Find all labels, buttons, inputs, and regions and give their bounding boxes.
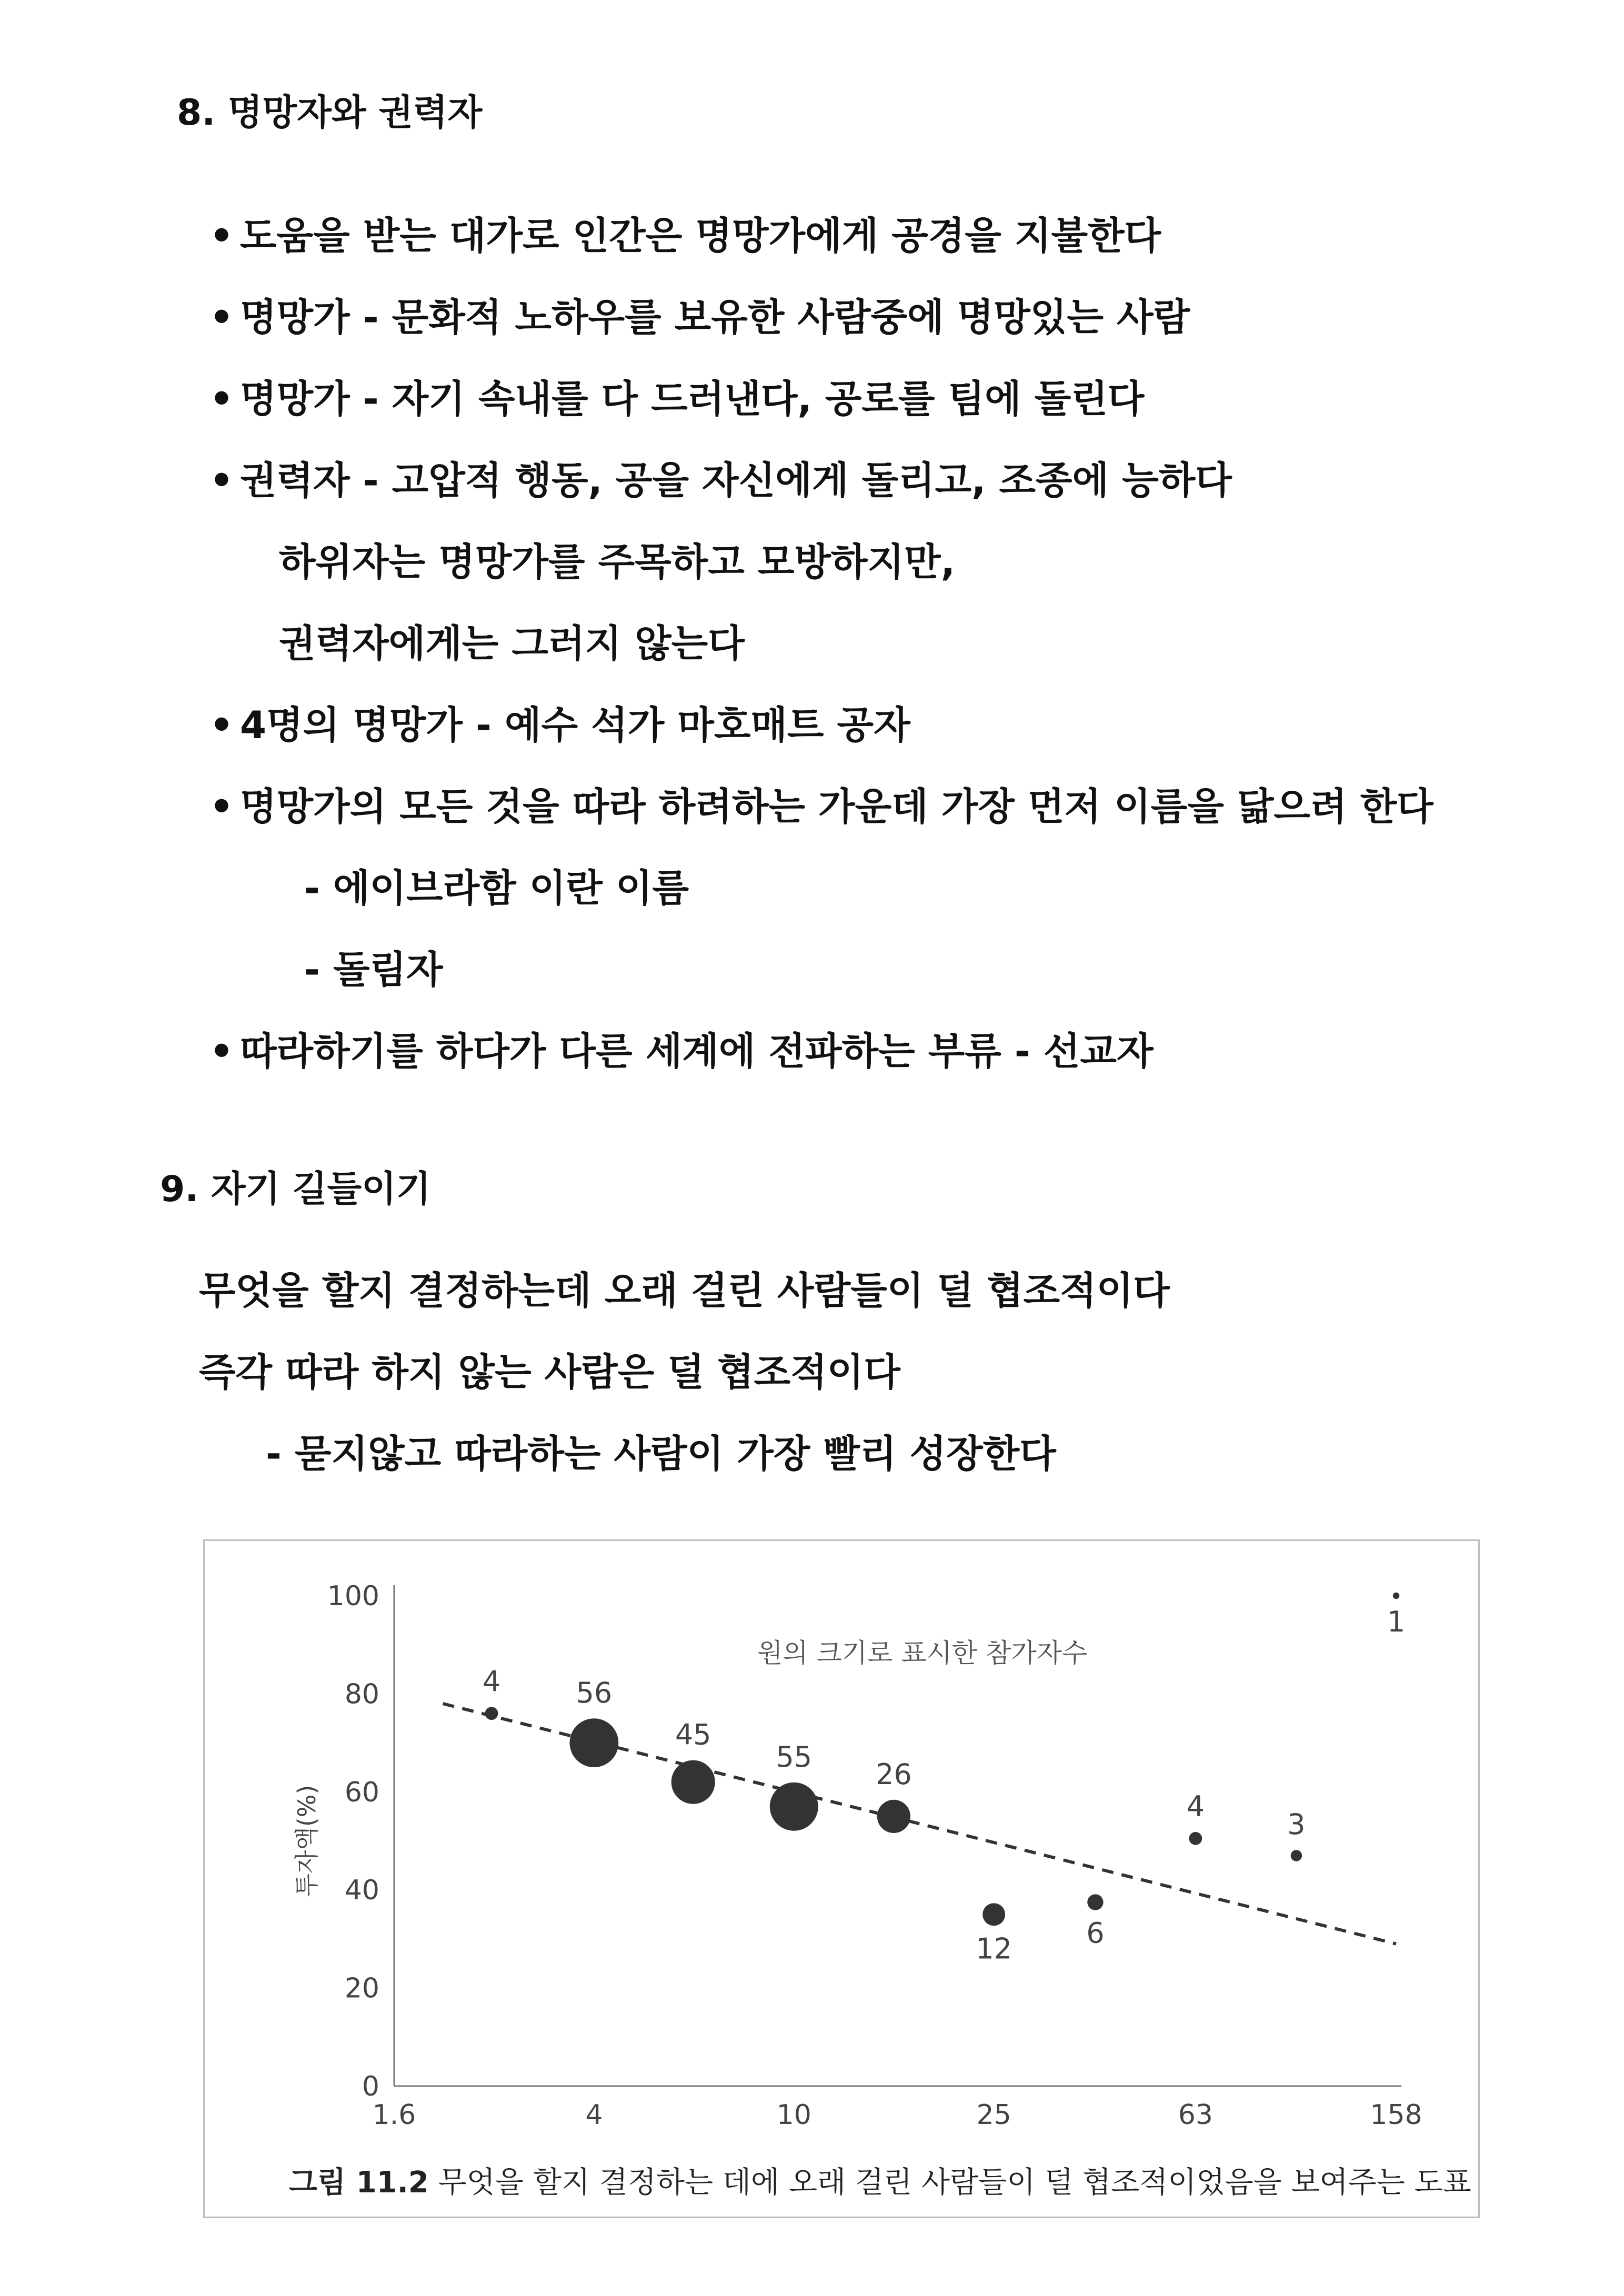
data-point <box>983 1903 1005 1926</box>
y-tick-label: 60 <box>344 1776 379 1808</box>
x-tick-label: 158 <box>1370 2099 1422 2131</box>
data-point <box>569 1718 618 1767</box>
y-tick-label: 100 <box>327 1580 379 1612</box>
list-item-text: 도움을 받는 대가로 인간은 명망가에게 공경을 지불한다 <box>240 214 1161 258</box>
body-line: - 묻지않고 따라하는 사람이 가장 빨리 성장한다 <box>266 1432 1056 1476</box>
bullet-icon: • <box>209 214 234 258</box>
y-axis-label: 투자액(%) <box>293 1785 321 1897</box>
figure-box <box>203 1539 1480 2218</box>
data-point <box>485 1707 498 1720</box>
y-tick-label: 40 <box>344 1875 379 1907</box>
list-item <box>209 368 1144 423</box>
section-9-title: 9. 자기 길들이기 <box>160 1169 431 1210</box>
data-point <box>1189 1832 1202 1845</box>
data-label: 6 <box>1086 1916 1105 1950</box>
chart-annotation: 원의 크기로 표시한 참가자수 <box>757 1638 1088 1668</box>
bullet-icon: • <box>209 458 234 502</box>
bullet-icon: • <box>209 377 234 421</box>
data-point <box>1087 1894 1103 1910</box>
list-item <box>209 776 1433 831</box>
bullet-icon: • <box>209 784 234 829</box>
data-label: 45 <box>675 1718 711 1751</box>
list-item-text: 명망가 - 자기 속내를 다 드러낸다, 공로를 팀에 돌린다 <box>240 377 1145 421</box>
bullet-icon: • <box>209 1029 234 1073</box>
data-point <box>1291 1850 1302 1861</box>
data-point <box>671 1760 715 1804</box>
list-item-text: 명망가의 모든 것을 따라 하려하는 가운데 가장 먼저 이름을 닮으려 한다 <box>240 784 1433 829</box>
data-label: 1 <box>1387 1605 1406 1639</box>
bullet-icon: • <box>209 703 234 747</box>
dash-item: - 에이브라함 이란 이름 <box>304 866 689 910</box>
data-point <box>770 1783 818 1831</box>
sub-line: 하위자는 명망가를 주목하고 모방하지만, <box>279 540 955 584</box>
scatter-chart <box>205 1541 1478 2151</box>
data-label: 4 <box>1186 1789 1205 1823</box>
data-label: 12 <box>976 1932 1012 1966</box>
data-label: 4 <box>482 1665 501 1698</box>
list-item <box>209 450 1232 505</box>
body-line: 즉각 따라 하지 않는 사람은 덜 협조적이다 <box>199 1350 900 1394</box>
list-item-text: 따라하기를 하다가 다른 세계에 전파하는 부류 - 선교자 <box>240 1029 1154 1073</box>
list-item-text: 명망가 - 문화적 노하우를 보유한 사람중에 명망있는 사람 <box>240 295 1190 339</box>
data-label: 55 <box>776 1740 813 1774</box>
data-label: 3 <box>1287 1808 1306 1841</box>
list-item <box>209 1021 1154 1075</box>
x-tick-label: 25 <box>976 2099 1011 2131</box>
list-item-text: 4명의 명망가 - 예수 석가 마호매트 공자 <box>240 703 910 747</box>
x-tick-label: 63 <box>1178 2099 1213 2131</box>
y-tick-label: 0 <box>362 2071 379 2102</box>
bullet-icon: • <box>209 295 234 339</box>
data-point <box>877 1800 910 1833</box>
data-point <box>1393 1593 1399 1599</box>
sub-line: 권력자에게는 그러지 않는다 <box>279 621 745 666</box>
data-label: 56 <box>576 1676 613 1710</box>
x-tick-label: 4 <box>585 2099 603 2131</box>
x-tick-label: 10 <box>776 2099 811 2131</box>
list-item-text: 권력자 - 고압적 행동, 공을 자신에게 돌리고, 조종에 능하다 <box>240 458 1232 502</box>
list-item <box>209 694 910 749</box>
list-item <box>209 205 1161 260</box>
body-line: 무엇을 할지 결정하는데 오래 걸린 사람들이 덜 협조적이다 <box>199 1268 1170 1313</box>
y-tick-label: 20 <box>344 1972 379 2005</box>
list-item <box>209 287 1190 341</box>
dash-item: - 돌림자 <box>304 948 443 992</box>
section-8-title: 8. 명망자와 권력자 <box>177 92 483 134</box>
caption-text: 무엇을 할지 결정하는 데에 오래 걸린 사람들이 덜 협조적이었음을 보여주는 도표 <box>428 2166 1471 2200</box>
x-tick-label: 1.6 <box>372 2099 416 2131</box>
y-tick-label: 80 <box>344 1678 379 1710</box>
caption-label: 그림 11.2 <box>289 2166 429 2200</box>
figure-caption <box>289 2159 1471 2201</box>
data-label: 26 <box>876 1757 912 1791</box>
